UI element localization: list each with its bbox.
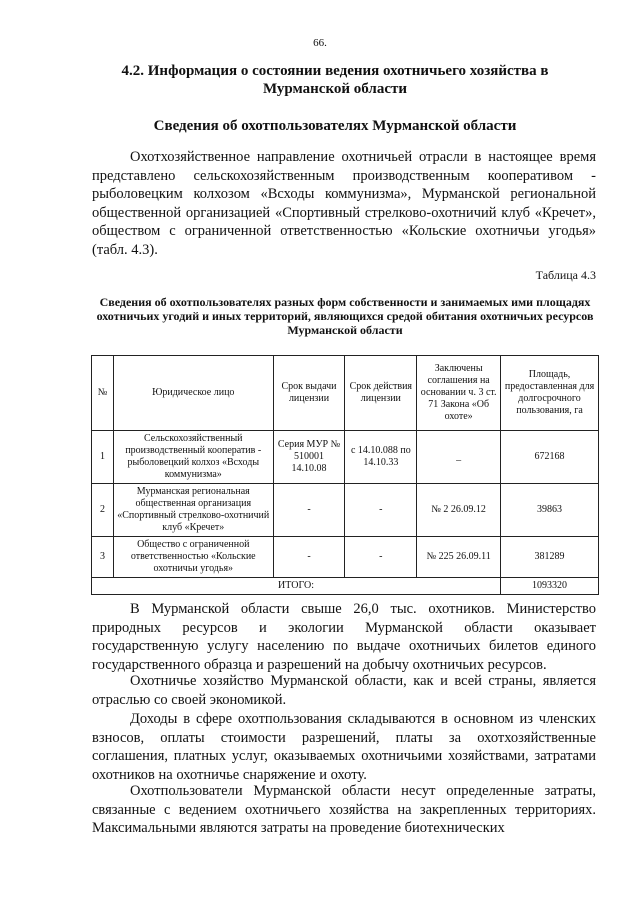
page-number: 66. (313, 37, 327, 49)
intro-paragraph: Охотхозяйственное направление охотничьей отрасли в настоящее время представлено сельскохозяйственным производственным кооперативом - рыболовецким колхозом «Всходы коммунизма», Мурманской региональной общественной организацией «Спортивный стрелково-охотничий клуб «Кречет», обществом с ограниченной ответственностью «Кольские охотничьи угодья» (табл. 4.3). (92, 149, 596, 258)
subheading: Сведения об охотпользователях Мурманской области (153, 118, 517, 134)
row-license-issue: - (273, 484, 345, 537)
table-row (92, 537, 599, 578)
header-agreements: Заключены соглашения на основании ч. 3 ст. 71 Закона «Об охоте» (417, 356, 501, 431)
row-license-validity: - (345, 537, 417, 578)
table-total-row (92, 578, 599, 595)
row-agreements: № 2 26.09.12 (417, 484, 501, 537)
row-num: 2 (92, 484, 114, 537)
section-heading: 4.2. Информация о состоянии ведения охотничьего хозяйства в Мурманской области (121, 63, 549, 97)
row-entity: Общество с ограниченной ответственностью «Кольские охотничьи угодья» (113, 537, 273, 578)
total-label: ИТОГО: (92, 578, 501, 595)
paragraph-income: Доходы в сфере охотпользования складываются в основном из членских взносов, оплаты стоимости разрешений, платы за охотхозяйственные соглашения, платных услуг, оказываемых охотничьими хозяйствами, затратами охотников на охотничье снаряжение и охоту. (92, 711, 596, 783)
row-license-validity: с 14.10.088 по 14.10.33 (345, 431, 417, 484)
header-license-issue: Срок выдачи лицензии (273, 356, 345, 431)
paragraph-hunters: В Мурманской области свыше 26,0 тыс. охотников. Министерство природных ресурсов и экологии Мурманской области оказывает государственную услугу населению по выдаче охотничьих билетов единого государственного образца и разрешений на добычу охотничьих ресурсов. (92, 601, 596, 673)
paragraph-economy: Охотничье хозяйство Мурманской области, как и всей страны, является отраслью со своей экономикой. (92, 673, 596, 708)
paragraph-costs: Охотпользователи Мурманской области несут определенные затраты, связанные с ведением охотничьего хозяйства на закрепленных территориях. Максимальными являются затраты на проведение биотехнических (92, 783, 596, 836)
header-license-validity: Срок действия лицензии (345, 356, 417, 431)
row-license-issue: Серия МУР № 510001 14.10.08 (273, 431, 345, 484)
row-entity: Сельскохозяйственный производственный кооператив - рыболовецкий колхоз «Всходы коммунизма» (113, 431, 273, 484)
row-area: 381289 (501, 537, 599, 578)
row-license-validity: - (345, 484, 417, 537)
row-area: 39863 (501, 484, 599, 537)
header-entity: Юридическое лицо (113, 356, 273, 431)
row-num: 3 (92, 537, 114, 578)
row-license-issue: - (273, 537, 345, 578)
row-agreements: _ (417, 431, 501, 484)
table-row (92, 484, 599, 537)
header-num: № (92, 356, 114, 431)
row-area: 672168 (501, 431, 599, 484)
total-value: 1093320 (501, 578, 599, 595)
table-label: Таблица 4.3 (535, 268, 596, 282)
table-caption: Сведения об охотпользователях разных форм собственности и занимаемых ими площадях охотничьих угодий и иных территорий, являющихся средой обитания охотничьих ресурсов Мурманской области (96, 295, 594, 337)
row-entity: Мурманская региональная общественная организация «Спортивный стрелково-охотничий клуб «Кречет» (113, 484, 273, 537)
row-agreements: № 225 26.09.11 (417, 537, 501, 578)
data-table (91, 355, 599, 595)
row-num: 1 (92, 431, 114, 484)
header-area: Площадь, предоставленная для долгосрочного пользования, га (501, 356, 599, 431)
table-header-row (92, 356, 599, 431)
table-row (92, 431, 599, 484)
